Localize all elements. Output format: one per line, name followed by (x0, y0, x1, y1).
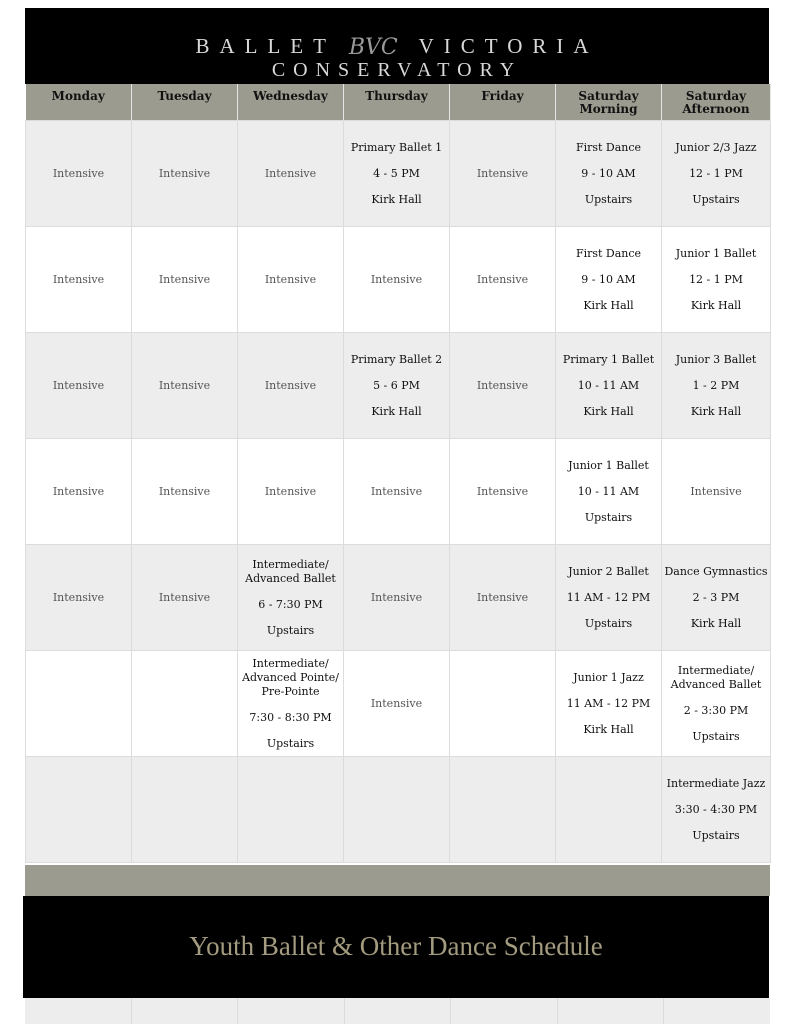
table-row (26, 439, 771, 545)
page-header (25, 8, 769, 84)
class-room: Upstairs (692, 828, 740, 842)
class-room: Upstairs (584, 616, 633, 630)
intensive-cell (344, 439, 450, 545)
class-title: Junior 2 Ballet (568, 564, 649, 578)
class-title: First Dance (575, 140, 642, 154)
empty-cell (450, 757, 556, 863)
day-header (344, 84, 450, 121)
day-header (238, 84, 344, 121)
section-banner (23, 896, 769, 998)
class-cell (238, 545, 344, 651)
intensive-label: Intensive (52, 167, 105, 180)
section-title: Youth Ballet & Other Dance Schedule (189, 931, 603, 961)
day-header-label: Thursday (365, 89, 428, 103)
class-room: Upstairs (692, 192, 740, 206)
day-header-label: Tuesday (157, 89, 212, 103)
class-time: 9 - 10 AM (581, 272, 636, 286)
class-title: Intermediate/ Advanced Ballet (245, 557, 336, 585)
intensive-cell (132, 545, 238, 651)
bvc-logo-icon: BVC (348, 35, 398, 61)
day-header-label: Friday (481, 89, 524, 103)
class-cell (662, 545, 771, 651)
class-room: Upstairs (584, 192, 633, 206)
class-cell (556, 121, 662, 227)
day-header (662, 84, 771, 121)
class-cell (344, 333, 450, 439)
intensive-label: Intensive (370, 273, 423, 286)
intensive-cell (26, 545, 132, 651)
intensive-label: Intensive (370, 591, 423, 604)
class-title: Primary 1 Ballet (562, 352, 655, 366)
day-header-label: Monday (51, 89, 105, 103)
table-row (26, 121, 771, 227)
intensive-label: Intensive (476, 273, 529, 286)
intensive-cell (450, 439, 556, 545)
intensive-cell (344, 651, 450, 757)
intensive-label: Intensive (158, 379, 211, 392)
class-room: Kirk Hall (690, 404, 742, 418)
class-cell (556, 651, 662, 757)
intensive-cell (132, 121, 238, 227)
brand-word-victoria: VICTORIA (418, 34, 599, 58)
class-room: Upstairs (266, 736, 315, 750)
intensive-cell (132, 439, 238, 545)
empty-cell (450, 651, 556, 757)
intensive-label: Intensive (264, 167, 317, 180)
intensive-label: Intensive (476, 167, 529, 180)
intensive-label: Intensive (370, 697, 423, 710)
intensive-label: Intensive (264, 273, 317, 286)
intensive-cell (132, 333, 238, 439)
intensive-label: Intensive (52, 273, 105, 286)
empty-cell (132, 651, 238, 757)
brand-subtitle: CONSERVATORY (271, 59, 523, 81)
day-header (26, 84, 132, 121)
class-time: 2 - 3:30 PM (683, 703, 749, 717)
class-title: Junior 1 Jazz (573, 670, 644, 684)
table-row (26, 545, 771, 651)
class-cell (556, 439, 662, 545)
day-header (450, 84, 556, 121)
intensive-cell (238, 333, 344, 439)
class-title: Primary Ballet 2 (350, 352, 443, 366)
class-time: 1 - 2 PM (692, 378, 740, 392)
empty-cell (238, 757, 344, 863)
table-row (26, 227, 771, 333)
class-time: 6 - 7:30 PM (258, 597, 323, 611)
class-time: 7:30 - 8:30 PM (249, 710, 332, 724)
day-header-label: Saturday Afternoon (682, 89, 750, 116)
class-time: 11 AM - 12 PM (566, 696, 651, 710)
class-time: 12 - 1 PM (689, 166, 743, 180)
class-room: Upstairs (266, 623, 315, 637)
intensive-label: Intensive (158, 485, 211, 498)
class-room: Kirk Hall (583, 404, 634, 418)
class-cell (556, 227, 662, 333)
class-cell (662, 333, 771, 439)
divider-band (25, 865, 770, 896)
schedule-body (26, 121, 771, 863)
intensive-cell (238, 121, 344, 227)
class-cell (556, 545, 662, 651)
empty-cell (26, 651, 132, 757)
brand-title (25, 34, 769, 60)
class-time: 10 - 11 AM (577, 484, 640, 498)
empty-cell (26, 757, 132, 863)
class-cell (556, 333, 662, 439)
intensive-cell (26, 333, 132, 439)
class-room: Kirk Hall (583, 298, 634, 312)
class-room: Upstairs (692, 729, 740, 743)
day-header-label: Wednesday (253, 89, 328, 103)
intensive-cell (450, 227, 556, 333)
day-header-row (26, 84, 771, 121)
class-cell (662, 757, 771, 863)
class-title: Intermediate Jazz (666, 776, 766, 790)
intensive-label: Intensive (264, 379, 317, 392)
intensive-cell (26, 227, 132, 333)
intensive-cell (344, 545, 450, 651)
intensive-cell (662, 439, 771, 545)
class-room: Kirk Hall (371, 192, 422, 206)
class-room: Kirk Hall (371, 404, 422, 418)
class-cell (662, 651, 771, 757)
intensive-label: Intensive (158, 167, 211, 180)
intensive-label: Intensive (476, 485, 529, 498)
class-room: Kirk Hall (583, 722, 634, 736)
class-title: Junior 2/3 Jazz (675, 140, 757, 154)
class-room: Kirk Hall (690, 616, 742, 630)
intensive-cell (450, 333, 556, 439)
intensive-cell (450, 121, 556, 227)
class-title: Junior 1 Ballet (675, 246, 757, 260)
class-time: 11 AM - 12 PM (566, 590, 651, 604)
intensive-cell (344, 227, 450, 333)
class-cell (344, 121, 450, 227)
intensive-label: Intensive (52, 485, 105, 498)
intensive-cell (26, 439, 132, 545)
table-row (26, 651, 771, 757)
day-header (556, 84, 662, 121)
class-time: 4 - 5 PM (373, 166, 420, 180)
class-cell (662, 121, 771, 227)
intensive-cell (450, 545, 556, 651)
intensive-label: Intensive (264, 485, 317, 498)
intensive-cell (132, 227, 238, 333)
empty-cell (132, 757, 238, 863)
intensive-cell (238, 227, 344, 333)
intensive-cell (26, 121, 132, 227)
class-room: Kirk Hall (690, 298, 742, 312)
class-time: 12 - 1 PM (689, 272, 743, 286)
intensive-label: Intensive (158, 591, 211, 604)
intensive-label: Intensive (476, 591, 529, 604)
intensive-label: Intensive (158, 273, 211, 286)
class-time: 5 - 6 PM (373, 378, 420, 392)
brand-word-ballet: BALLET (195, 34, 336, 58)
intensive-label: Intensive (52, 591, 105, 604)
intensive-cell (238, 439, 344, 545)
class-time: 10 - 11 AM (577, 378, 640, 392)
class-time: 2 - 3 PM (692, 590, 740, 604)
class-cell (238, 651, 344, 757)
class-cell (662, 227, 771, 333)
class-title: Junior 1 Ballet (568, 458, 649, 472)
next-table-top (25, 998, 770, 1024)
intensive-label: Intensive (370, 485, 423, 498)
day-header-label: Saturday Morning (578, 89, 639, 116)
intensive-label: Intensive (52, 379, 105, 392)
schedule-table (25, 84, 771, 863)
class-title: First Dance (575, 246, 642, 260)
class-title: Intermediate/ Advanced Pointe/ Pre-Pointe (242, 656, 339, 698)
table-row (26, 757, 771, 863)
class-title: Dance Gymnastics (664, 564, 768, 578)
class-title: Primary Ballet 1 (350, 140, 443, 154)
intensive-label: Intensive (476, 379, 529, 392)
day-header (132, 84, 238, 121)
class-room: Upstairs (584, 510, 633, 524)
class-title: Junior 3 Ballet (675, 352, 757, 366)
intensive-label: Intensive (690, 485, 742, 498)
class-time: 9 - 10 AM (581, 166, 636, 180)
class-time: 3:30 - 4:30 PM (674, 802, 758, 816)
class-title: Intermediate/ Advanced Ballet (670, 663, 762, 691)
empty-cell (344, 757, 450, 863)
table-row (26, 333, 771, 439)
empty-cell (556, 757, 662, 863)
